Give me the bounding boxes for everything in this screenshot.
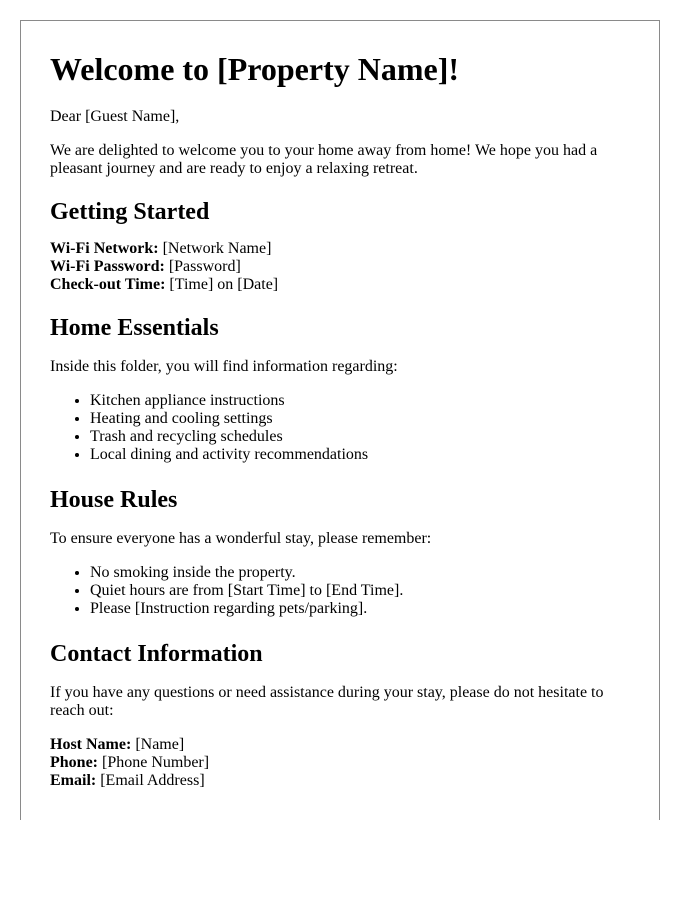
phone-label: Phone: [50, 754, 98, 771]
house-rules-list [50, 564, 620, 618]
list-item: • Trash and recycling schedules [90, 428, 620, 446]
host-name-label: Host Name: [50, 736, 132, 753]
email-label: Email: [50, 772, 97, 789]
getting-started-details [50, 240, 620, 294]
getting-started-heading: Getting Started [50, 199, 210, 225]
email-row [50, 772, 620, 790]
wifi-network-label: Wi-Fi Network: [50, 240, 159, 257]
intro-paragraph: We are delighted to welcome you to your home away from home! We hope you had a pleasant journey and are ready to enjoy a relaxing retreat. [50, 142, 598, 177]
host-name-row [50, 736, 620, 754]
salutation: Dear [Guest Name], [50, 108, 180, 125]
list-item: • Heating and cooling settings [90, 410, 620, 428]
wifi-password-label: Wi-Fi Password: [50, 258, 165, 275]
list-item: • Please [Instruction regarding pets/parking]. [90, 600, 620, 618]
wifi-password-value: [Password] [164, 258, 241, 275]
host-name-value: [Name] [131, 736, 185, 753]
email-value: [Email Address] [96, 772, 205, 789]
phone-value: [Phone Number] [98, 754, 210, 771]
wifi-network-row [50, 240, 620, 258]
list-item: • Kitchen appliance instructions [90, 392, 620, 410]
checkout-time-row [50, 276, 620, 294]
house-rules-intro: To ensure everyone has a wonderful stay, please remember: [50, 530, 432, 547]
contact-intro: If you have any questions or need assistance during your stay, please do not hesitate to reach out: [50, 684, 604, 719]
wifi-password-row [50, 258, 620, 276]
welcome-letter-page [20, 20, 660, 820]
list-item: • No smoking inside the property. [90, 564, 620, 582]
contact-heading: Contact Information [50, 641, 263, 667]
checkout-time-value: [Time] on [Date] [165, 276, 279, 293]
contact-details [50, 736, 620, 790]
wifi-network-value: [Network Name] [158, 240, 272, 257]
home-essentials-heading: Home Essentials [50, 315, 219, 341]
phone-row [50, 754, 620, 772]
list-item: • Quiet hours are from [Start Time] to [End Time]. [90, 582, 620, 600]
home-essentials-intro: Inside this folder, you will find information regarding: [50, 358, 398, 375]
letter-title: Welcome to [Property Name]! [50, 51, 460, 87]
checkout-time-label: Check-out Time: [50, 276, 166, 293]
home-essentials-list [50, 392, 620, 464]
house-rules-heading: House Rules [50, 487, 178, 513]
letter-content [50, 51, 620, 790]
list-item: • Local dining and activity recommendations [90, 446, 620, 464]
